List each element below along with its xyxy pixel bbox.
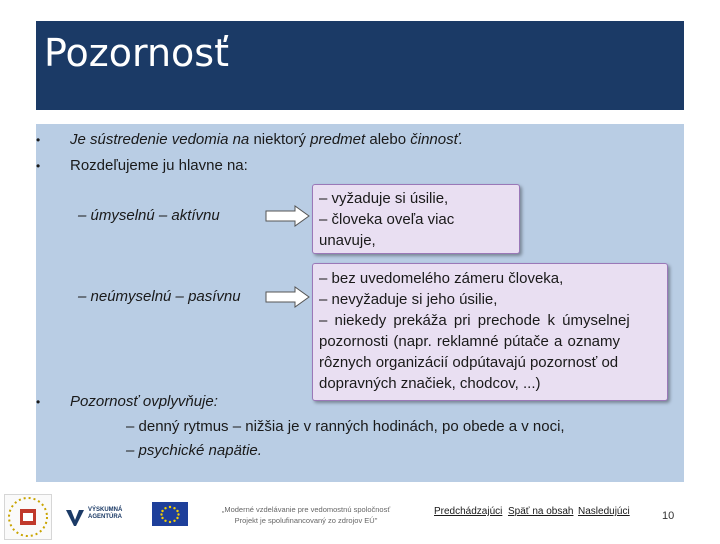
arrow-right-icon <box>265 286 311 308</box>
slide-title: Pozornosť <box>44 31 229 75</box>
title-bar <box>36 21 684 110</box>
agency-label: VÝSKUMNÁ AGENTÚRA <box>88 507 123 520</box>
footer <box>0 490 720 540</box>
box-line: pozornosti (napr. reklamné pútače a oznamy <box>319 333 620 350</box>
project-statement <box>200 504 412 526</box>
box-line: – niekedy prekáža pri prechode k úmyselnej <box>319 312 630 329</box>
project-line: Projekt je spolufinancovaný zo zdrojov EÚ" <box>234 516 378 525</box>
box-line: – vyžaduje si úsilie, <box>319 190 449 207</box>
agency-logo <box>64 504 124 528</box>
involuntary-attention-label: – neúmyselnú – pasívnu <box>78 288 241 305</box>
eu-stars-icon <box>152 502 188 526</box>
influence-item <box>126 418 565 435</box>
voluntary-attention-label: – úmyselnú – aktívnu <box>78 207 220 224</box>
agency-mark-icon <box>64 506 86 528</box>
voluntary-attention-box <box>312 184 520 254</box>
definition-part: predmet <box>310 131 370 148</box>
eu-flag <box>152 502 188 526</box>
university-logo <box>4 494 52 540</box>
arrow-right-icon <box>265 205 311 227</box>
influence-text: – denný rytmus – nižšia je v ranných hodinách, po obede a v noci, <box>126 418 565 435</box>
previous-link[interactable]: Predchádzajúci <box>434 506 503 517</box>
bullet-marker: • <box>36 159 41 173</box>
definition-part: alebo <box>369 131 411 148</box>
bullet-marker: • <box>36 133 41 147</box>
project-line: „Moderné vzdelávanie pre vedomostnú spoločnosť <box>221 505 391 514</box>
definition-part: Je sústredenie vedomia na <box>70 131 254 148</box>
box-line: dopravných značiek, chodcov, ...) <box>319 375 541 392</box>
box-line: – bez uvedomelého zámeru človeka, <box>319 270 564 287</box>
involuntary-attention-box <box>312 263 668 401</box>
page-number: 10 <box>662 510 675 522</box>
box-line: unavuje, <box>319 232 376 249</box>
influence-item: – psychické napätie. <box>126 442 262 459</box>
bullet-influences: Pozornosť ovplyvňuje: <box>70 393 218 410</box>
definition-part: niektorý <box>253 131 311 148</box>
bullet-definition <box>70 131 463 148</box>
table-of-contents-link[interactable]: Späť na obsah <box>508 506 574 517</box>
bullet-marker: • <box>36 395 41 409</box>
university-seal-icon <box>5 495 51 539</box>
definition-part: činnosť. <box>410 131 464 148</box>
box-line: – človeka oveľa viac <box>319 211 455 228</box>
bullet-division: Rozdeľujeme ju hlavne na: <box>70 157 248 174</box>
next-link[interactable]: Nasledujúci <box>578 506 630 517</box>
box-line: – nevyžaduje si jeho úsilie, <box>319 291 498 308</box>
box-line: rôznych organizácií odpútavajú pozornosť od <box>319 354 619 371</box>
